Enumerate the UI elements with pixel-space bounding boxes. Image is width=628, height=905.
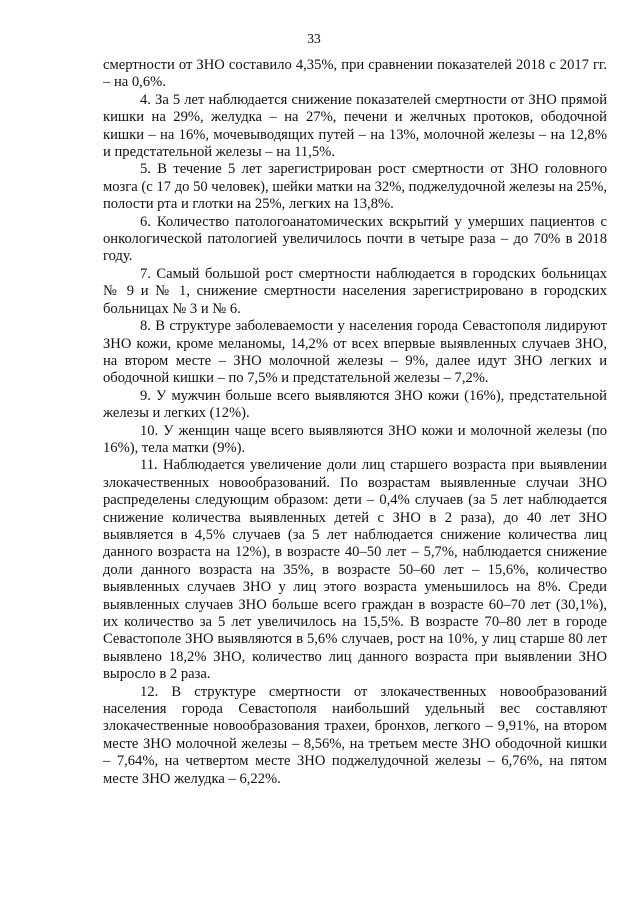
paragraph-continuation: смертности от ЗНО составило 4,35%, при сравнении показателей 2018 с 2017 гг. – на 0,6%. bbox=[103, 57, 607, 91]
paragraph-item-10: 10. У женщин чаще всего выявляются ЗНО кожи и молочной железы (по 16%), тела матки (9%). bbox=[103, 422, 607, 456]
paragraph-item-6: 6. Количество патологоанатомических вскрытий у умерших пациентов с онкологической патологией увеличилось почти в четыре раза – до 70% в 2018 году. bbox=[103, 213, 607, 265]
document-body bbox=[103, 57, 607, 788]
paragraph-item-11: 11. Наблюдается увеличение доли лиц старшего возраста при выявлении злокачественных новообразований. По возрастам выявленные случаи ЗНО распределены следующим образом: дети – 0,4% случаев (за 5 лет наблюдается снижение количества выявленных детей с ЗНО в 2 раза), до 40 лет ЗНО выявляется в 4,5% случаев (за 5 лет наблюдается снижение количества лиц данного возраста на 12%), в возрасте 40–50 лет – 5,7%, наблюдается снижение доли данного возраста на 35%, в возрасте 50–60 лет – 15,6%, количество выявленных случаев ЗНО у лиц этого возраста уменьшилось на 8%. Среди выявленных случаев ЗНО больше всего граждан в возрасте 60–70 лет (30,1%), их количество за 5 лет увеличилось на 15,5%. В возрасте 70–80 лет в городе Севастополе ЗНО выявляются в 5,6% случаев, рост на 10%, у лиц старше 80 лет выявлено 18,2% ЗНО, количество лиц данного возраста при выявлении ЗНО выросло в 2 раза. bbox=[103, 457, 607, 683]
paragraph-item-9: 9. У мужчин больше всего выявляются ЗНО кожи (16%), предстательной железы и легких (12%). bbox=[103, 387, 607, 422]
paragraph-item-5: 5. В течение 5 лет зарегистрирован рост смертности от ЗНО головного мозга (с 17 до 50 человек), шейки матки на 32%, поджелудочной железы на 25%, полости рта и глотки на 25%, легких на 13,8%. bbox=[103, 161, 607, 213]
paragraph-item-7: 7. Самый большой рост смертности наблюдается в городских больницах № 9 и № 1, снижение смертности населения зарегистрировано в городских больницах № 3 и № 6. bbox=[103, 265, 607, 317]
paragraph-item-8: 8. В структуре заболеваемости у населения города Севастополя лидируют ЗНО кожи, кроме меланомы, 14,2% от всех впервые выявленных случаев ЗНО, на втором месте – ЗНО молочной железы – 9%, далее идут ЗНО легких и ободочной кишки – по 7,5% и предстательной железы – 7,2%. bbox=[103, 318, 607, 387]
page-number: 33 bbox=[307, 31, 321, 46]
paragraph-item-12: 12. В структуре смертности от злокачественных новообразований населения города Севастополя наибольший удельный вес составляют злокачественные новообразования трахеи, бронхов, легкого – 9,91%, на втором месте ЗНО молочной железы – 8,56%, на третьем месте ЗНО ободочной кишки – 7,64%, на четвертом месте ЗНО поджелудочной железы – 6,76%, на пятом месте ЗНО желудка – 6,22%. bbox=[103, 683, 607, 787]
paragraph-item-4: 4. За 5 лет наблюдается снижение показателей смертности от ЗНО прямой кишки на 29%, желудка – на 27%, печени и желчных протоков, ободочной кишки – на 16%, мочевыводящих путей – на 13%, молочной железы – на 12,8% и предстательной железы – на 11,5%. bbox=[103, 91, 607, 161]
